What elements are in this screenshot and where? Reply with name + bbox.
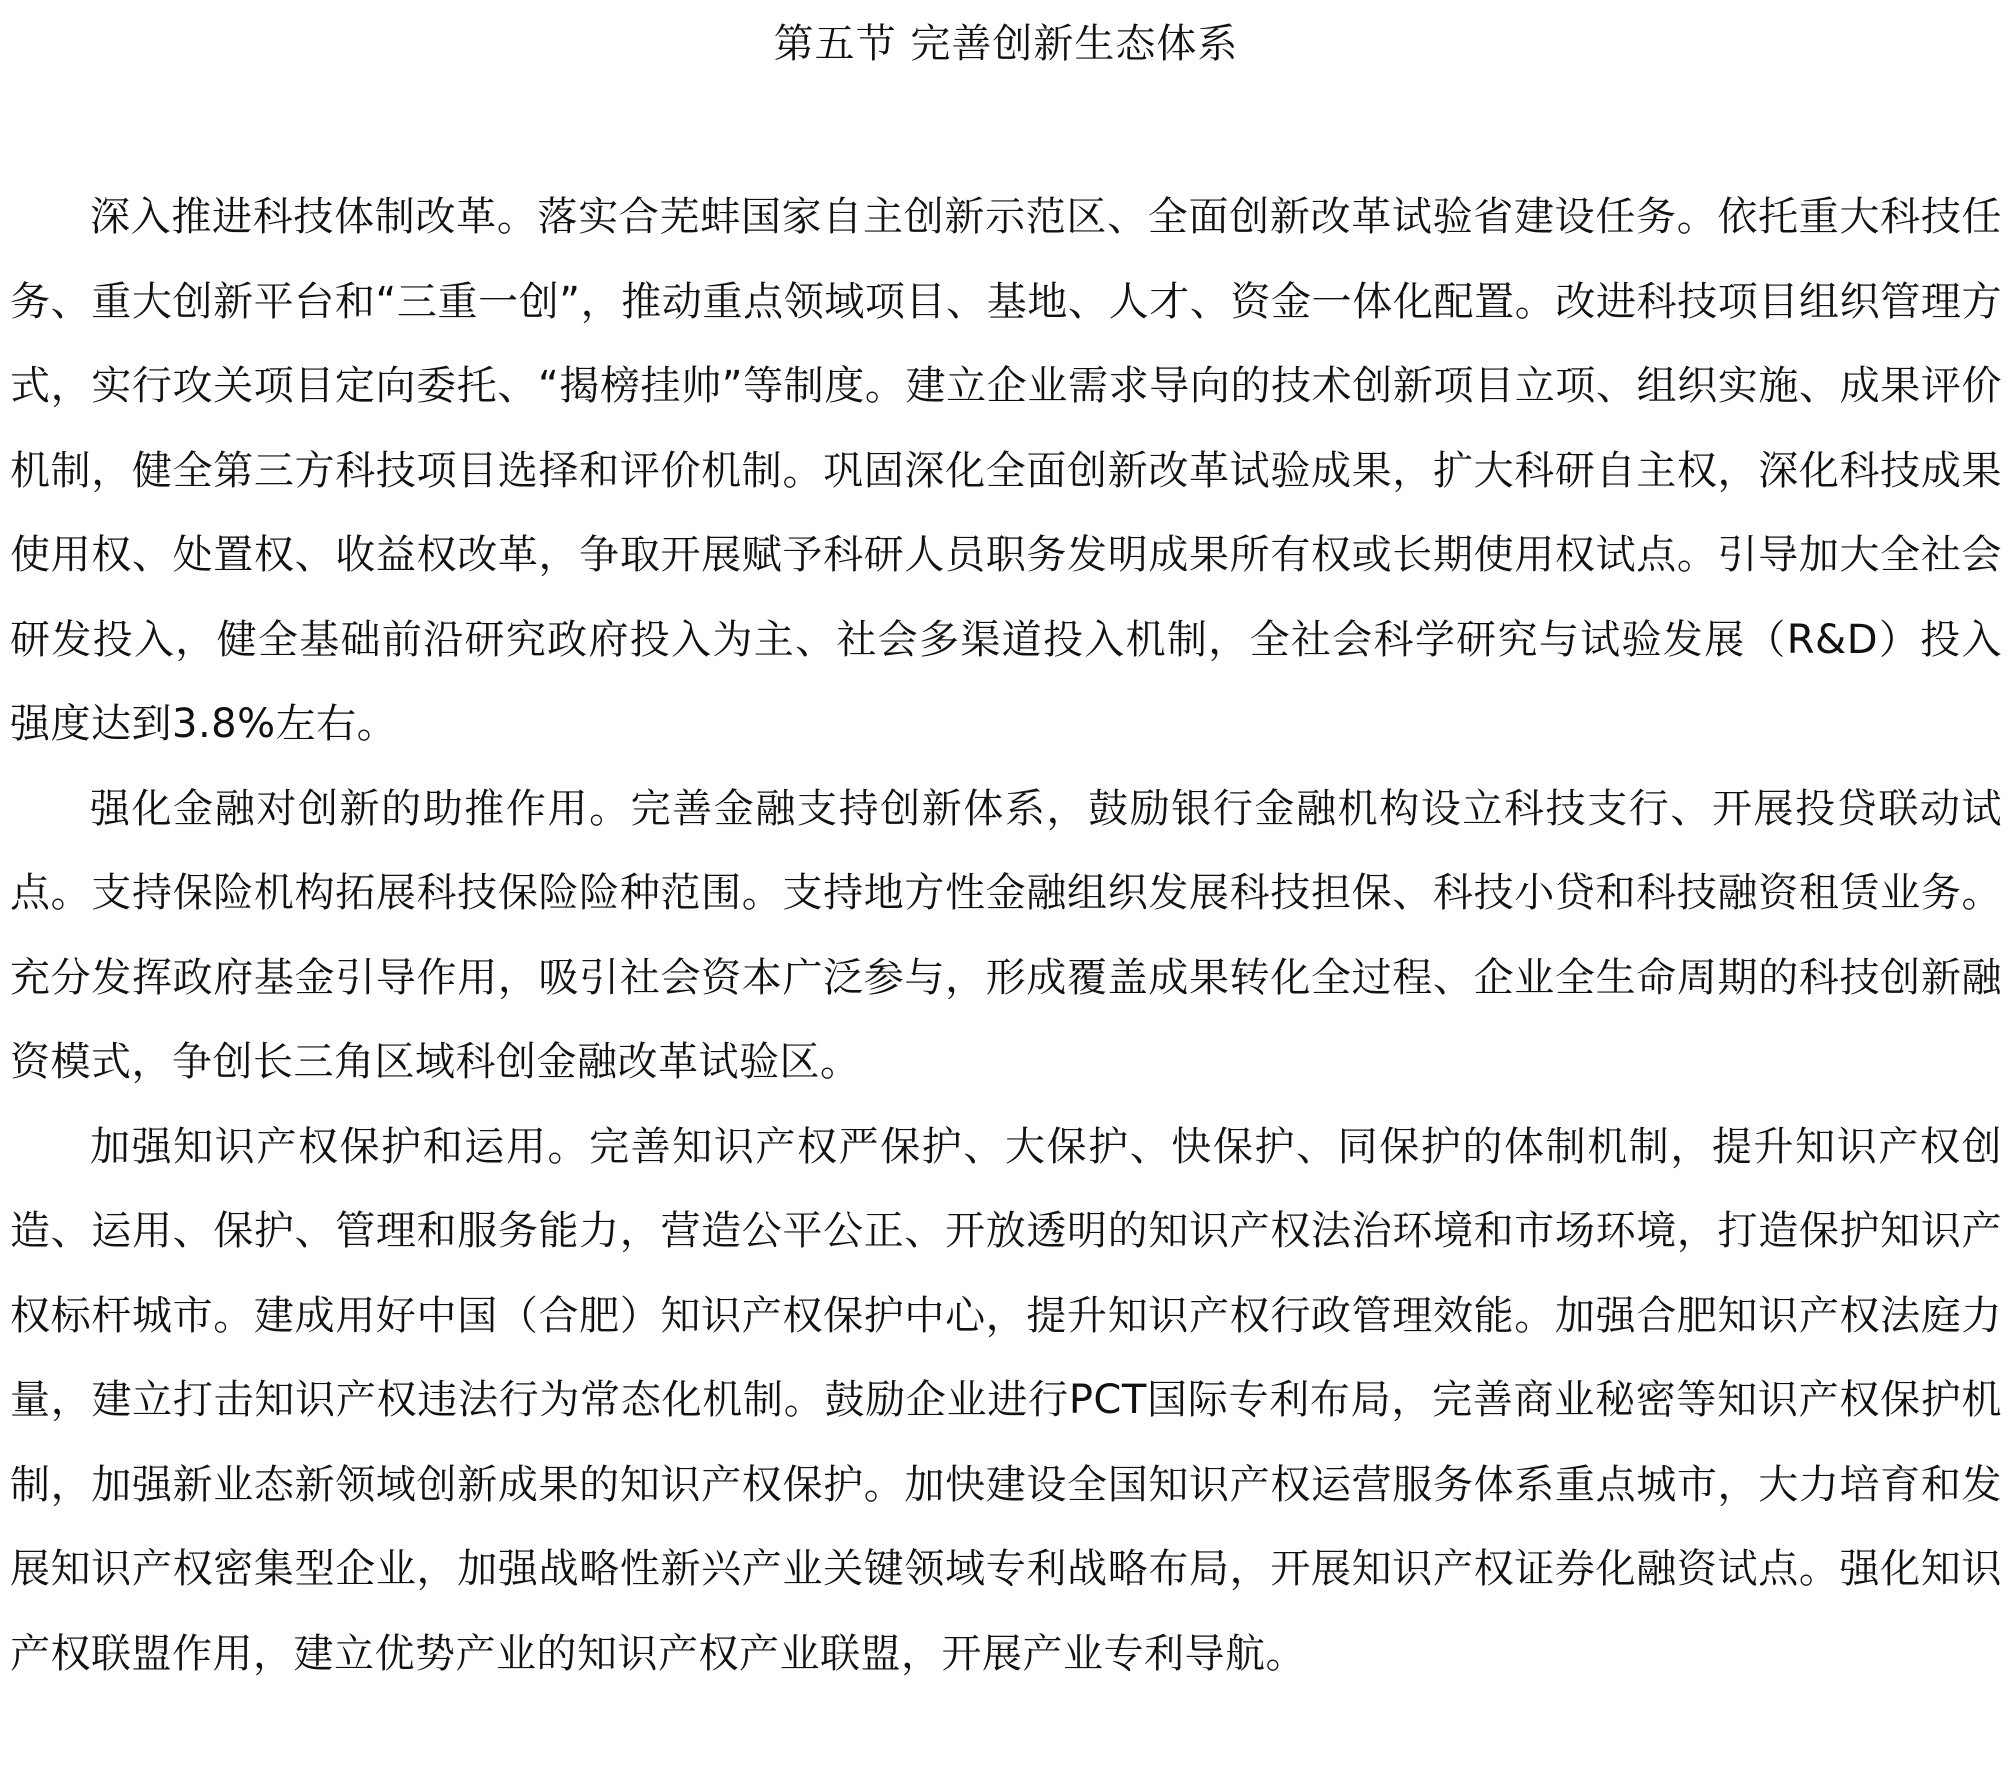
document-page xyxy=(10,0,2002,1778)
paragraph-finance-innovation: 强化金融对创新的助推作用。完善金融支持创新体系，鼓励银行金融机构设立科技支行、开展投贷联动试点。支持保险机构拓展科技保险险种范围。支持地方性金融组织发展科技担保、科技小贷和科技融资租赁业务。充分发挥政府基金引导作用，吸引社会资本广泛参与，形成覆盖成果转化全过程、企业全生命周期的科技创新融资模式，争创长三角区域科创金融改革试验区。 xyxy=(10,785,2002,1085)
paragraph-tech-reform: 深入推进科技体制改革。落实合芜蚌国家自主创新示范区、全面创新改革试验省建设任务。依托重大科技任务、重大创新平台和“三重一创”，推动重点领域项目、基地、人才、资金一体化配置。改进科技项目组织管理方式，实行攻关项目定向委托、“揭榜挂帅”等制度。建立企业需求导向的技术创新项目立项、组织实施、成果评价机制，健全第三方科技项目选择和评价机制。巩固深化全面创新改革试验成果，扩大科研自主权，深化科技成果使用权、处置权、收益权改革，争取开展赋予科研人员职务发明成果所有权或长期使用权试点。引导加大全社会研发投入，健全基础前沿研究政府投入为主、社会多渠道投入机制，全社会科学研究与试验发展（R&D）投入强度达到3.8%左右。 xyxy=(10,194,2002,747)
paragraph-ip-protection: 加强知识产权保护和运用。完善知识产权严保护、大保护、快保护、同保护的体制机制，提升知识产权创造、运用、保护、管理和服务能力，营造公平公正、开放透明的知识产权法治环境和市场环境，打造保护知识产权标杆城市。建成用好中国（合肥）知识产权保护中心，提升知识产权行政管理效能。加强合肥知识产权法庭力量，建立打击知识产权违法行为常态化机制。鼓励企业进行PCT国际专利布局，完善商业秘密等知识产权保护机制，加强新业态新领域创新成果的知识产权保护。加快建设全国知识产权运营服务体系重点城市，大力培育和发展知识产权密集型企业，加强战略性新兴产业关键领域专利战略布局，开展知识产权证券化融资试点。强化知识产权联盟作用，建立优势产业的知识产权产业联盟，开展产业专利导航。 xyxy=(10,1123,2002,1677)
body-text xyxy=(10,175,2002,1696)
section-title: 第五节 完善创新生态体系 xyxy=(773,21,1239,67)
